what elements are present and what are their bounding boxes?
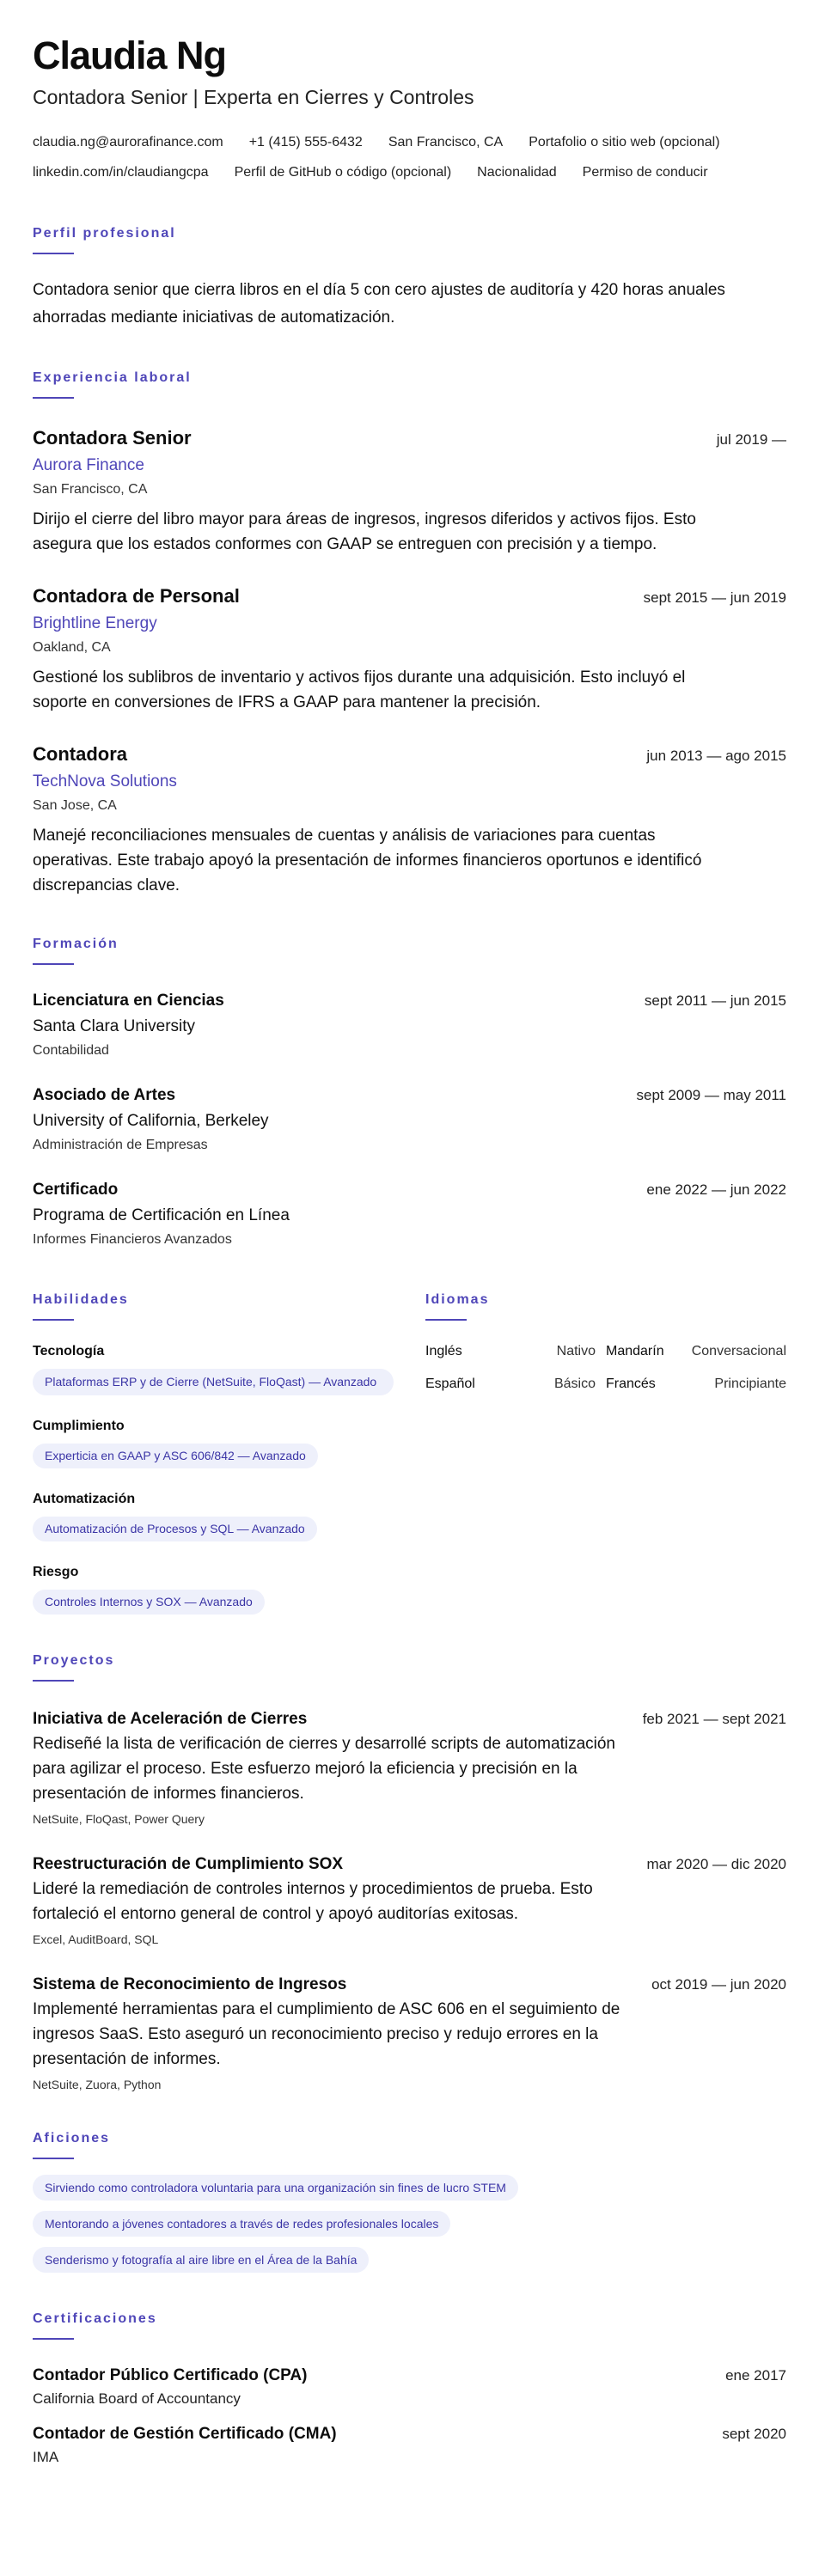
education-date: sept 2011 — jun 2015 xyxy=(644,992,786,1009)
language-level: Básico xyxy=(553,1377,596,1391)
project-tech: Excel, AuditBoard, SQL xyxy=(33,1932,159,1946)
language-level: Nativo xyxy=(556,1344,596,1358)
candidate-name: Claudia Ng xyxy=(33,34,227,77)
job-title: Contadora Senior xyxy=(33,427,192,449)
job-date: sept 2015 — jun 2019 xyxy=(643,589,786,606)
certification-entry xyxy=(33,2365,786,2408)
job-description: Manejé reconciliaciones mensuales de cuentas y análisis de variaciones para cuentas operativas. Este trabajo apoyó la presentación de informes financieros oportunos e identificó discrepancias clave. xyxy=(33,827,702,894)
contact-nationality: Nacionalidad xyxy=(477,165,557,180)
education-school: Programa de Certificación en Línea xyxy=(33,1206,290,1224)
section-divider xyxy=(33,397,74,399)
language-level: Principiante xyxy=(714,1377,786,1391)
header xyxy=(33,33,786,187)
certification-date: sept 2020 xyxy=(722,2426,786,2442)
project-date: mar 2020 — dic 2020 xyxy=(646,1856,786,1872)
section-divider xyxy=(33,253,74,254)
certification-issuer: California Board of Accountancy xyxy=(33,2390,241,2407)
job-company: Aurora Finance xyxy=(33,456,144,474)
section-title: Idiomas xyxy=(425,1292,490,1307)
job-entry xyxy=(33,584,786,715)
education-entry xyxy=(33,1085,786,1154)
education-degree: Certificado xyxy=(33,1181,119,1199)
section-title: Aficiones xyxy=(33,2131,111,2146)
education-school: Santa Clara University xyxy=(33,1017,196,1035)
project-tech: NetSuite, Zuora, Python xyxy=(33,2078,162,2091)
contact-github[interactable]: Perfil de GitHub o código (opcional) xyxy=(234,165,452,180)
experience-section xyxy=(33,369,786,898)
language-item xyxy=(606,1376,786,1393)
language-name: Inglés xyxy=(425,1344,462,1358)
project-date: feb 2021 — sept 2021 xyxy=(642,1711,786,1727)
language-item xyxy=(606,1343,786,1360)
contact-portfolio[interactable]: Portafolio o sitio web (opcional) xyxy=(529,135,720,150)
section-title: Experiencia laboral xyxy=(33,370,192,385)
projects-section xyxy=(33,1652,786,2092)
job-company: Brightline Energy xyxy=(33,614,157,632)
skills-section xyxy=(33,1291,425,1615)
certification-entry xyxy=(33,2424,786,2467)
skills-languages-row xyxy=(33,1291,786,1615)
skill-chip: Plataformas ERP y de Cierre (NetSuite, FloQast) — Avanzado xyxy=(33,1369,394,1395)
section-divider xyxy=(33,2158,74,2159)
language-level: Conversacional xyxy=(691,1344,786,1358)
section-divider xyxy=(33,1680,74,1682)
certifications-section xyxy=(33,2310,786,2467)
education-degree: Licenciatura en Ciencias xyxy=(33,992,224,1010)
languages-grid xyxy=(425,1343,786,1393)
language-item xyxy=(425,1376,606,1393)
education-entry xyxy=(33,991,786,1059)
project-tech: NetSuite, FloQast, Power Query xyxy=(33,1812,205,1826)
skill-group xyxy=(33,1564,425,1615)
language-name: Español xyxy=(425,1377,475,1391)
job-title: Contadora de Personal xyxy=(33,585,240,607)
skill-category: Tecnología xyxy=(33,1344,105,1358)
section-divider xyxy=(425,1319,467,1321)
education-date: ene 2022 — jun 2022 xyxy=(646,1181,786,1198)
job-description: Gestioné los sublibros de inventario y activos fijos durante una adquisición. Esto incluyó el soporte en conversiones de IFRS a GAAP para mantener la precisión. xyxy=(33,668,686,711)
project-description: Lideré la remediación de controles internos y procedimientos de prueba. Esto fortaleció el entorno general de control y apoyó auditorías exitosas. xyxy=(33,1880,593,1923)
language-item xyxy=(425,1343,606,1360)
hobby-chip: Senderismo y fotografía al aire libre en el Área de la Bahía xyxy=(33,2247,369,2273)
education-entry xyxy=(33,1180,786,1248)
hobbies-section xyxy=(33,2130,786,2273)
hobby-chip: Mentorando a jóvenes contadores a través de redes profesionales locales xyxy=(33,2211,450,2237)
contact-location: San Francisco, CA xyxy=(388,135,504,150)
section-title: Certificaciones xyxy=(33,2311,157,2326)
skill-category: Automatización xyxy=(33,1492,136,1506)
contact-linkedin[interactable]: linkedin.com/in/claudiangcpa xyxy=(33,165,209,180)
job-company: TechNova Solutions xyxy=(33,772,177,791)
job-description: Dirijo el cierre del libro mayor para áreas de ingresos, ingresos diferidos y activos fijos. Esto asegura que los estados conformes con GAAP se entreguen con precisión y a tiempo. xyxy=(33,510,696,553)
job-location: San Jose, CA xyxy=(33,798,117,813)
certification-name: Contador de Gestión Certificado (CMA) xyxy=(33,2425,337,2443)
project-title: Iniciativa de Aceleración de Cierres xyxy=(33,1710,308,1728)
job-location: Oakland, CA xyxy=(33,640,111,655)
contact-list xyxy=(33,127,789,187)
education-field: Informes Financieros Avanzados xyxy=(33,1232,232,1247)
languages-section xyxy=(425,1291,786,1615)
section-title: Formación xyxy=(33,937,119,951)
skill-chip: Experticia en GAAP y ASC 606/842 — Avanzado xyxy=(33,1444,318,1468)
job-entry xyxy=(33,426,786,557)
project-title: Sistema de Reconocimiento de Ingresos xyxy=(33,1975,347,1993)
profile-section xyxy=(33,225,786,332)
skill-category: Cumplimiento xyxy=(33,1419,125,1433)
section-divider xyxy=(33,1319,74,1321)
section-title: Habilidades xyxy=(33,1292,129,1307)
language-name: Mandarín xyxy=(606,1344,664,1358)
education-degree: Asociado de Artes xyxy=(33,1086,176,1104)
language-name: Francés xyxy=(606,1377,656,1391)
certification-name: Contador Público Certificado (CPA) xyxy=(33,2366,308,2384)
contact-email[interactable]: claudia.ng@aurorafinance.com xyxy=(33,135,223,150)
job-date: jun 2013 — ago 2015 xyxy=(646,748,786,764)
hobbies-list xyxy=(33,2175,786,2273)
education-field: Contabilidad xyxy=(33,1043,109,1058)
project-entry xyxy=(33,1854,786,1947)
project-entry xyxy=(33,1975,786,2092)
project-description: Rediseñé la lista de verificación de cierres y desarrollé scripts de automatización para agilizar el proceso. Este esfuerzo mejoró la eficiencia y precisión en la presentación de informes financieros. xyxy=(33,1735,615,1803)
skill-category: Riesgo xyxy=(33,1565,79,1579)
hobby-chip: Sirviendo como controladora voluntaria para una organización sin fines de lucro STEM xyxy=(33,2175,518,2201)
job-location: San Francisco, CA xyxy=(33,482,148,497)
section-title: Proyectos xyxy=(33,1653,115,1668)
project-date: oct 2019 — jun 2020 xyxy=(651,1976,786,1993)
job-date: jul 2019 — xyxy=(716,431,786,448)
contact-phone[interactable]: +1 (415) 555-6432 xyxy=(248,135,363,150)
job-entry xyxy=(33,742,786,898)
education-school: University of California, Berkeley xyxy=(33,1112,269,1130)
skill-group xyxy=(33,1491,425,1541)
headline: Contadora Senior | Experta en Cierres y Controles xyxy=(33,86,474,108)
contact-license: Permiso de conducir xyxy=(582,165,708,180)
skill-group xyxy=(33,1343,425,1395)
education-date: sept 2009 — may 2011 xyxy=(636,1087,786,1103)
skill-chip: Automatización de Procesos y SQL — Avanzado xyxy=(33,1517,317,1541)
project-description: Implementé herramientas para el cumplimiento de ASC 606 en el seguimiento de ingresos SaaS. Esto aseguró un reconocimiento preciso y redujo errores en la presentación de informes. xyxy=(33,2000,620,2068)
project-title: Reestructuración de Cumplimiento SOX xyxy=(33,1855,344,1873)
education-section xyxy=(33,936,786,1248)
certification-issuer: IMA xyxy=(33,2449,59,2465)
skill-chip: Controles Internos y SOX — Avanzado xyxy=(33,1590,265,1615)
project-entry xyxy=(33,1709,786,1827)
certification-date: ene 2017 xyxy=(725,2367,786,2384)
skill-group xyxy=(33,1418,425,1468)
section-title: Perfil profesional xyxy=(33,226,176,241)
section-divider xyxy=(33,963,74,965)
section-divider xyxy=(33,2338,74,2340)
job-title: Contadora xyxy=(33,743,127,765)
education-field: Administración de Empresas xyxy=(33,1138,208,1152)
profile-summary: Contadora senior que cierra libros en el día 5 con cero ajustes de auditoría y 420 horas anuales ahorradas mediante iniciativas de automatización. xyxy=(33,281,725,327)
